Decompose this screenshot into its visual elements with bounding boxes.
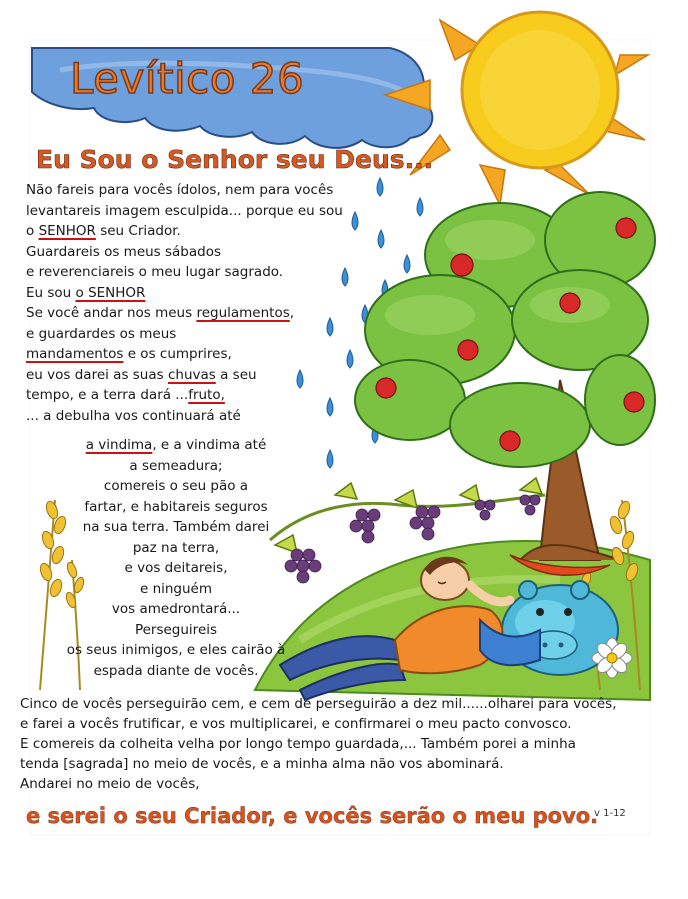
- underlined-text: SENHOR: [38, 223, 96, 239]
- text-segment: na sua terra. Também darei: [82, 519, 270, 535]
- underlined-text: regulamentos: [196, 305, 290, 321]
- text-segment: e ninguém: [139, 580, 213, 597]
- text-segment: , e a vindima até: [152, 437, 267, 453]
- text-line: [60, 538, 292, 559]
- text-segment: a seu: [215, 366, 257, 383]
- text-line: [60, 497, 292, 518]
- text-segment: vos amedrontará...: [111, 601, 241, 617]
- text-segment: levantareis imagem esculpida... porque eu sou: [26, 202, 343, 219]
- text-line: [26, 365, 343, 386]
- text-line: [60, 579, 292, 600]
- text-segment: o: [26, 223, 39, 239]
- page-subtitle: Eu Sou o Senhor seu Deus...: [36, 145, 434, 174]
- text-segment: comereis o seu pão a: [103, 478, 249, 494]
- page-title: Levítico 26: [70, 54, 305, 103]
- text-line: [26, 283, 343, 304]
- left-text-block: [26, 180, 343, 426]
- bottom-text-block: [20, 694, 617, 794]
- underlined-text: mandamentos: [26, 346, 124, 362]
- closing-verse: e serei o seu Criador, e vocês serão o meu povo.: [26, 804, 599, 828]
- text-line: [60, 620, 292, 641]
- underlined-text: fruto,: [188, 387, 225, 403]
- text-segment: e os cumprires,: [123, 346, 232, 362]
- text-line: Cinco de vocês perseguirão cem, e cem de perseguirão a dez mil......olharei para vocês,: [20, 696, 617, 712]
- text-line: Andarei no meio de vocês,: [20, 776, 200, 792]
- text-segment: Perseguireis: [134, 621, 218, 638]
- text-line: [26, 385, 343, 406]
- text-line: [60, 456, 292, 477]
- underlined-text: chuvas: [167, 366, 216, 383]
- text-segment: seu Criador.: [95, 223, 181, 239]
- text-line: [26, 303, 343, 324]
- text-segment: Se você andar nos meus: [26, 305, 197, 321]
- text-segment: a semeadura;: [129, 457, 223, 474]
- text-segment: eu vos darei as suas: [26, 366, 168, 383]
- verse-reference: v 1-12: [594, 808, 626, 819]
- text-line: [60, 640, 292, 661]
- text-line: [60, 558, 292, 579]
- text-line: [26, 406, 343, 427]
- text-line: [26, 324, 343, 345]
- text-line: [60, 435, 292, 456]
- text-line: [26, 344, 343, 365]
- text-segment: Não fareis para vocês ídolos, nem para vocês: [26, 182, 334, 198]
- text-segment: e vos deitareis,: [124, 560, 228, 576]
- text-line: [26, 242, 343, 263]
- text-line: [60, 517, 292, 538]
- text-line: [26, 180, 343, 201]
- text-segment: Guardareis os meus sábados: [26, 243, 222, 260]
- text-line: [60, 476, 292, 497]
- underlined-text: a vindima: [85, 437, 153, 453]
- text-segment: paz na terra,: [132, 539, 220, 556]
- text-segment: os seus inimigos, e eles cairão à: [66, 642, 286, 658]
- text-line: [60, 661, 292, 682]
- sun-icon: [385, 12, 648, 205]
- text-segment: Eu sou: [26, 284, 76, 301]
- text-segment: e guardardes os meus: [26, 325, 177, 342]
- text-line: [26, 221, 343, 242]
- underlined-text: o SENHOR: [75, 284, 146, 301]
- text-segment: ... a debulha vos continuará até: [26, 407, 241, 424]
- text-line: [26, 262, 343, 283]
- text-segment: espada diante de vocês.: [93, 662, 259, 679]
- text-line: e farei a vocês frutificar, e vos multiplicarei, e confirmarei o meu pacto convosco.: [20, 716, 572, 732]
- text-line: [60, 599, 292, 620]
- center-text-block: [60, 435, 292, 681]
- text-line: tenda [sagrada] no meio de vocês, e a minha alma não vos abominará.: [20, 756, 504, 772]
- text-line: E comereis da colheita velha por longo tempo guardada,... Também porei a minha: [20, 736, 576, 752]
- text-segment: fartar, e habitareis seguros: [84, 498, 268, 515]
- text-segment: e reverenciareis o meu lugar sagrado.: [26, 264, 284, 280]
- text-segment: tempo, e a terra dará ...: [26, 387, 189, 403]
- text-line: [26, 201, 343, 222]
- text-segment: ,: [289, 305, 295, 321]
